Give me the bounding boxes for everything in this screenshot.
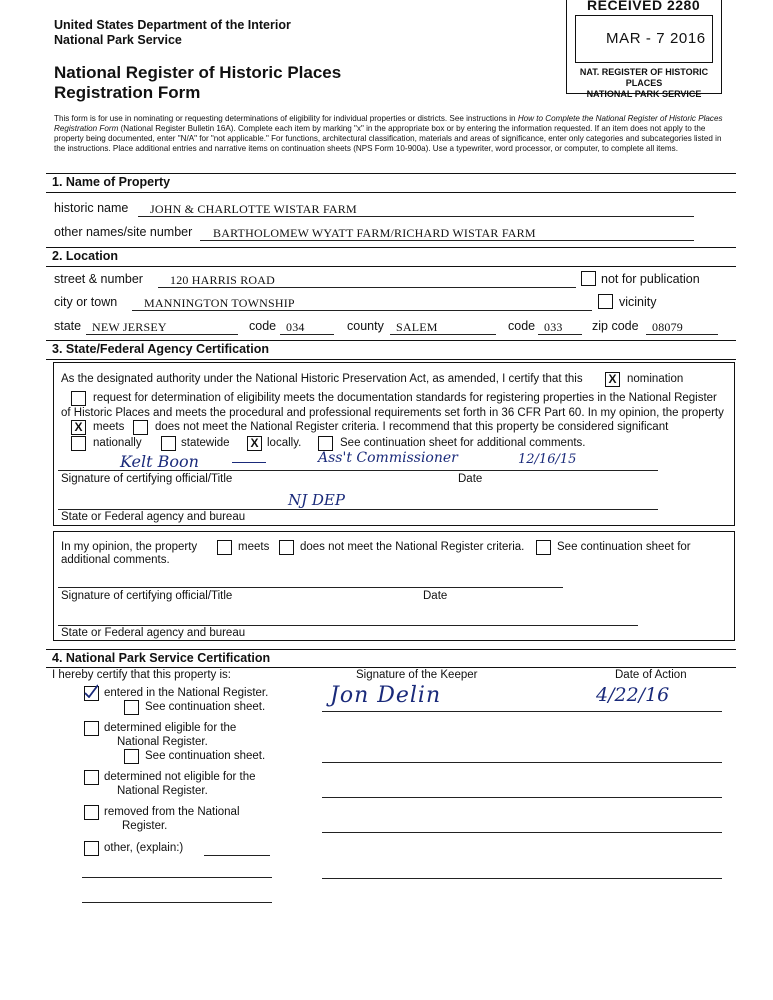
request-checkbox[interactable] (71, 391, 86, 406)
not-for-publication-checkbox[interactable] (581, 271, 596, 286)
stamp-line2: NATIONAL PARK SERVICE (586, 89, 702, 99)
received-stamp (566, 0, 722, 99)
state-label: state (54, 319, 82, 333)
street-value[interactable]: 120 HARRIS ROAD (170, 273, 276, 287)
instructions-part2: (National Register Bulletin 16A). Complete each item by marking "x" in the appropriate box or by entering the information requested. If an item does not apply to the property being documented, enter "N/A" for "not applicable." For functions, architectural classification, materials and areas of significance, enter only categories and subcategories listed in the instructions. Place additional entries and narrative items on continuation sheets (NPS Form 10-900a). Use a typewriter, word processor, or computer, to complete all items. (54, 124, 722, 153)
historic-name-value[interactable]: JOHN & CHARLOTTE WISTAR FARM (150, 202, 357, 216)
zip-label: zip code (592, 319, 639, 333)
state-code-label: code (249, 319, 277, 333)
removed-checkbox[interactable] (84, 805, 99, 820)
handwritten-title: Ass't Commissioner (318, 450, 458, 466)
historic-name-line (138, 216, 694, 217)
county-code-value[interactable]: 033 (544, 320, 563, 334)
handwritten-agency: NJ DEP (288, 491, 345, 509)
cfr-text: of Historic Places and meets the procedural and professional requirements set forth in 36 CFR Part 60. In my opinion, the property (61, 407, 724, 419)
other-names-label: other names/site number (54, 225, 193, 239)
state-code-line (280, 334, 334, 335)
form-title-line1: National Register of Historic Places (54, 63, 342, 82)
opinion-date-label: Date (423, 590, 448, 602)
stamp-received: RECEIVED 2280 (587, 0, 701, 13)
keeper-line-eligible (322, 762, 722, 763)
eligible-continuation-checkbox[interactable] (124, 749, 139, 764)
county-line (390, 334, 496, 335)
determined-not-eligible-label1: determined not eligible for the (104, 771, 256, 783)
state-value[interactable]: NEW JERSEY (92, 320, 167, 334)
checkmark-icon (84, 684, 98, 698)
rule-s2-bottom (46, 266, 736, 267)
keeper-handwritten-signature: Jon Delin (330, 683, 442, 708)
rule-s3-top (46, 340, 736, 341)
stamp-date-box (575, 15, 713, 63)
state-code-value[interactable]: 034 (286, 320, 305, 334)
section1-heading: 1. Name of Property (52, 175, 171, 189)
request-text: request for determination of eligibility meets the documentation standards for registering properties in the National Register (93, 392, 717, 404)
opinion-not-meet-text: does not meet the National Register criteria. (300, 541, 525, 553)
keeper-line-not-eligible (322, 797, 722, 798)
rule-s4-top (46, 649, 736, 650)
state-date-label: Date (458, 473, 483, 485)
street-label: street & number (54, 272, 143, 286)
county-label: county (347, 319, 384, 333)
keeper-signature-label: Signature of the Keeper (356, 669, 478, 681)
does-not-meet-checkbox[interactable] (133, 420, 148, 435)
locally-label: locally. (267, 437, 302, 449)
entered-checkbox[interactable] (84, 686, 99, 701)
county-code-label: code (508, 319, 536, 333)
hereby-certify-text: I hereby certify that this property is: (52, 669, 231, 681)
nationally-label: nationally (93, 437, 142, 449)
other-checkbox[interactable] (84, 841, 99, 856)
section2-heading: 2. Location (52, 249, 118, 263)
agency-line1: United States Department of the Interior (54, 18, 291, 32)
keeper-line-removed (322, 832, 722, 833)
city-label: city or town (54, 295, 118, 309)
state-signature-label: Signature of certifying official/Title (61, 473, 233, 485)
see-continuation-checkbox[interactable] (318, 436, 333, 451)
locally-checkbox[interactable]: X (247, 436, 262, 451)
zip-value[interactable]: 08079 (652, 320, 683, 334)
handwritten-dash (232, 462, 266, 463)
rule-s4-bottom (46, 667, 736, 668)
determined-not-eligible-checkbox[interactable] (84, 770, 99, 785)
keeper-line-entered (322, 711, 722, 712)
street-line (158, 287, 576, 288)
instructions-bulletin-title: How to Complete the National Register of Historic Places Registration Form (54, 114, 723, 133)
opinion-not-meet-checkbox[interactable] (279, 540, 294, 555)
see-continuation-label: See continuation sheet for additional comments. (340, 437, 586, 449)
handwritten-signature: Kelt Boon (120, 452, 199, 471)
opinion-continuation-label: See continuation sheet for (557, 541, 691, 553)
stamp-date: MAR - 7 2016 (606, 30, 706, 47)
agency-header (54, 18, 291, 48)
determined-eligible-label2: National Register. (117, 736, 208, 748)
vicinity-checkbox[interactable] (598, 294, 613, 309)
opinion-continuation-checkbox[interactable] (536, 540, 551, 555)
rule-s2-top (46, 247, 736, 248)
vicinity-label: vicinity (619, 295, 657, 309)
opinion-additional-comments: additional comments. (61, 554, 170, 566)
determined-eligible-checkbox[interactable] (84, 721, 99, 736)
determined-not-eligible-label2: National Register. (117, 785, 208, 797)
county-code-line (538, 334, 582, 335)
removed-label1: removed from the National (104, 806, 240, 818)
eligible-continuation-label: See continuation sheet. (145, 750, 266, 762)
other-extra-line1 (82, 877, 272, 878)
keeper-handwritten-date: 4/22/16 (596, 684, 670, 706)
determined-eligible-label1: determined eligible for the (104, 722, 237, 734)
nationally-checkbox[interactable] (71, 436, 86, 451)
other-extra-line2 (82, 902, 272, 903)
section3-heading: 3. State/Federal Agency Certification (52, 342, 269, 356)
rule-s3-bottom (46, 359, 736, 360)
date-of-action-label: Date of Action (615, 669, 687, 681)
entered-continuation-label: See continuation sheet. (145, 701, 266, 713)
nomination-checkbox[interactable]: X (605, 372, 620, 387)
handwritten-date: 12/16/15 (518, 452, 577, 467)
city-line (132, 310, 592, 311)
form-title (54, 63, 341, 103)
opinion-bureau-line (58, 625, 638, 626)
opinion-prefix: In my opinion, the property (61, 541, 198, 553)
keeper-line-other (322, 878, 722, 879)
other-names-value[interactable]: BARTHOLOMEW WYATT FARM/RICHARD WISTAR FARM (213, 226, 536, 240)
entered-label: entered in the National Register. (104, 687, 269, 699)
city-value[interactable]: MANNINGTON TOWNSHIP (144, 296, 295, 310)
instructions (54, 114, 726, 154)
opinion-meets-label: meets (238, 541, 270, 553)
nomination-label: nomination (627, 373, 684, 385)
does-not-meet-text: does not meet the National Register criteria. I recommend that this property be considered significant (155, 421, 669, 433)
state-bureau-label: State or Federal agency and bureau (61, 511, 246, 523)
opinion-signature-line (58, 587, 563, 588)
stamp-line1: NAT. REGISTER OF HISTORIC PLACES (579, 67, 709, 88)
rule-s1-bottom (46, 192, 736, 193)
opinion-signature-label: Signature of certifying official/Title (61, 590, 233, 602)
agency-line2: National Park Service (54, 33, 182, 47)
instructions-part1: This form is for use in nominating or requesting determinations of eligibility for individual properties or districts. See instructions in (54, 114, 518, 123)
designated-text: As the designated authority under the National Historic Preservation Act, as amended, I certify that this (61, 373, 583, 385)
zip-line (646, 334, 718, 335)
meets-label: meets (93, 421, 125, 433)
historic-name-label: historic name (54, 201, 129, 215)
statewide-label: statewide (181, 437, 230, 449)
statewide-checkbox[interactable] (161, 436, 176, 451)
state-signature-line (58, 470, 658, 471)
rule-s1-top (46, 173, 736, 174)
stamp-footer (569, 67, 719, 100)
other-label: other, (explain:) (104, 842, 184, 854)
removed-label2: Register. (122, 820, 168, 832)
state-line (86, 334, 238, 335)
form-title-line2: Registration Form (54, 83, 201, 102)
other-explain-line (204, 855, 270, 856)
section4-heading: 4. National Park Service Certification (52, 651, 271, 665)
state-bureau-line (58, 509, 658, 510)
other-names-line (200, 240, 694, 241)
not-for-publication-label: not for publication (601, 272, 700, 286)
opinion-bureau-label: State or Federal agency and bureau (61, 627, 246, 639)
opinion-meets-checkbox[interactable] (217, 540, 232, 555)
county-value[interactable]: SALEM (396, 320, 438, 334)
entered-continuation-checkbox[interactable] (124, 700, 139, 715)
meets-checkbox[interactable]: X (71, 420, 86, 435)
